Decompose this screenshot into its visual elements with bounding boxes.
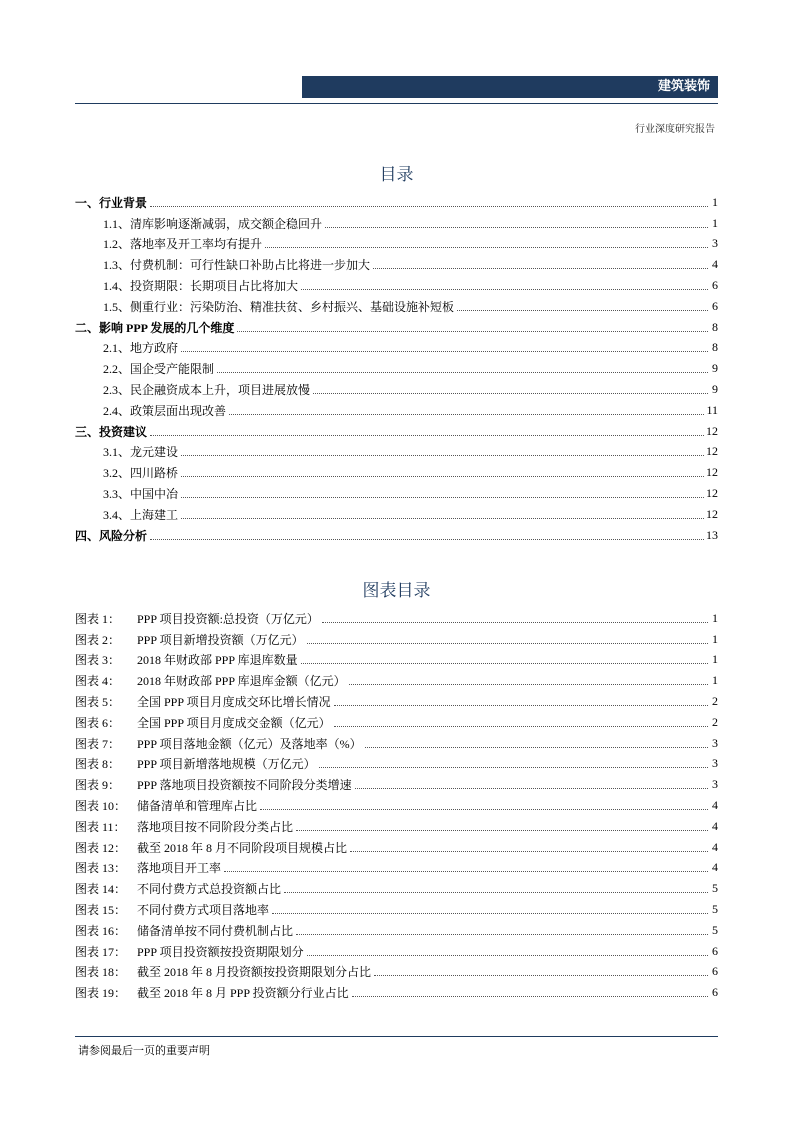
dot-leader: [217, 372, 708, 373]
figure-entry-label: [75, 631, 305, 648]
dot-leader: [334, 705, 708, 706]
toc-entry-page: 9: [712, 361, 718, 376]
figure-entry-label: [75, 714, 332, 731]
toc-entry-page: 11: [706, 402, 718, 417]
toc-section-entry[interactable]: [75, 254, 718, 275]
figure-entry-label: [75, 755, 317, 772]
figure-number: 图表 1：: [75, 611, 121, 626]
toc-chapter-entry[interactable]: [75, 192, 718, 213]
figure-entry[interactable]: [75, 920, 718, 941]
dot-leader: [350, 851, 708, 852]
figures-list: [75, 608, 718, 1003]
figures-title: 图表目录: [362, 581, 431, 601]
toc-chapter-entry[interactable]: [75, 525, 718, 546]
figure-caption: 落地项目开工率: [137, 861, 222, 876]
figure-entry-page: 5: [712, 922, 718, 937]
toc-entry-label: 3.4、上海建工: [103, 507, 179, 522]
figure-entry[interactable]: [75, 650, 718, 671]
figure-entry[interactable]: [75, 858, 718, 879]
figure-entry-label: [75, 901, 270, 918]
dot-leader: [237, 331, 708, 332]
figure-entry-label: [75, 859, 222, 876]
toc-entry-label: 3.3、中国中冶: [103, 487, 179, 502]
figure-entry-label: [75, 839, 348, 856]
toc-entry-label: 3.1、龙元建设: [103, 445, 179, 460]
figure-entry-label: [75, 610, 320, 627]
dot-leader: [352, 996, 708, 997]
figure-entry-page: 3: [712, 735, 718, 750]
toc-entry-label: 1.4、投资期限：长期项目占比将加大: [103, 279, 299, 294]
dot-leader: [229, 414, 704, 415]
figure-caption: 截至 2018 年 8 月不同阶段项目规模占比: [137, 840, 348, 855]
dot-leader: [301, 289, 708, 290]
toc-chapter-entry[interactable]: [75, 421, 718, 442]
dot-leader: [150, 435, 704, 436]
figure-number: 图表 3：: [75, 653, 121, 668]
toc-entry-label: 1.5、侧重行业：污染防治、精准扶贫、乡村振兴、基础设施补短板: [103, 299, 455, 314]
figure-entry[interactable]: [75, 691, 718, 712]
figure-entry-label: [75, 672, 347, 689]
header-divider: [75, 103, 718, 104]
toc-entry-label: 1.3、付费机制：可行性缺口补助占比将进一步加大: [103, 258, 371, 273]
figure-entry[interactable]: [75, 837, 718, 858]
toc-entry-label: 2.1、地方政府: [103, 341, 179, 356]
figure-entry-label: [75, 943, 305, 960]
figure-caption: PPP 项目落地金额（亿元）及落地率（%）: [137, 736, 362, 751]
figure-entry-label: [75, 693, 332, 710]
figure-entry[interactable]: [75, 712, 718, 733]
figure-caption: 2018 年财政部 PPP 库退库金额（亿元）: [137, 674, 346, 689]
toc-entry-page: 12: [706, 465, 718, 480]
dot-leader: [296, 934, 708, 935]
figure-entry-page: 4: [712, 818, 718, 833]
figure-entry-label: [75, 963, 372, 980]
figure-entry-label: [75, 880, 282, 897]
figure-entry[interactable]: [75, 962, 718, 983]
toc-section-entry[interactable]: [75, 213, 718, 234]
figure-entry-page: 5: [712, 881, 718, 896]
figure-entry[interactable]: [75, 795, 718, 816]
toc-entry-page: 12: [706, 423, 718, 438]
header-category-bar: [302, 76, 718, 98]
figure-entry[interactable]: [75, 941, 718, 962]
figure-entry-page: 4: [712, 860, 718, 875]
toc-section-entry[interactable]: [75, 338, 718, 359]
figure-entry-page: 6: [712, 943, 718, 958]
toc-section-entry[interactable]: [75, 400, 718, 421]
figure-caption: 全国 PPP 项目月度成交金额（亿元）: [137, 715, 331, 730]
toc-entry-label: 二、影响 PPP 发展的几个维度: [75, 320, 235, 335]
dot-leader: [224, 871, 708, 872]
figure-number: 图表 15：: [75, 903, 127, 918]
dot-leader: [150, 206, 708, 207]
figure-caption: PPP 项目新增落地规模（万亿元）: [137, 757, 316, 772]
figure-number: 图表 16：: [75, 923, 127, 938]
figure-entry[interactable]: [75, 899, 718, 920]
toc-entry-page: 9: [712, 382, 718, 397]
toc-entry-page: 12: [706, 444, 718, 459]
toc-chapter-entry[interactable]: [75, 317, 718, 338]
toc-entry-label: 3.2、四川路桥: [103, 466, 179, 481]
figure-entry[interactable]: [75, 878, 718, 899]
toc-entry-page: 4: [712, 257, 718, 272]
toc-section-entry[interactable]: [75, 234, 718, 255]
figure-entry-label: [75, 735, 363, 752]
figure-entry[interactable]: [75, 608, 718, 629]
dot-leader: [374, 975, 708, 976]
figure-entry[interactable]: [75, 733, 718, 754]
toc-entry-page: 1: [712, 194, 718, 209]
dot-leader: [284, 892, 708, 893]
dot-leader: [181, 351, 708, 352]
figure-number: 图表 2：: [75, 632, 121, 647]
figure-caption: 2018 年财政部 PPP 库退库数量: [137, 653, 298, 668]
dot-leader: [313, 393, 708, 394]
figure-caption: 不同付费方式项目落地率: [137, 903, 270, 918]
figure-caption: PPP 项目投资额按投资期限划分: [137, 944, 304, 959]
dot-leader: [181, 497, 704, 498]
dot-leader: [260, 809, 708, 810]
dot-leader: [307, 643, 708, 644]
figure-entry-page: 2: [712, 694, 718, 709]
dot-leader: [181, 476, 704, 477]
figure-entry[interactable]: [75, 670, 718, 691]
figure-entry-label: [75, 984, 350, 1001]
figure-entry[interactable]: [75, 754, 718, 775]
figure-entry-page: 1: [712, 673, 718, 688]
figure-entry-label: [75, 818, 294, 835]
toc-section-entry[interactable]: [75, 462, 718, 483]
toc-title: 目录: [379, 165, 414, 185]
figure-entry-page: 2: [712, 714, 718, 729]
dot-leader: [334, 726, 708, 727]
figure-number: 图表 10：: [75, 799, 127, 814]
toc-entry-label: 1.1、清库影响逐渐减弱，成交额企稳回升: [103, 216, 323, 231]
figure-entry-page: 1: [712, 631, 718, 646]
dot-leader: [181, 518, 704, 519]
dot-leader: [150, 539, 704, 540]
dot-leader: [307, 955, 708, 956]
toc-section-entry[interactable]: [75, 275, 718, 296]
figure-caption: 落地项目按不同阶段分类占比: [137, 819, 294, 834]
dot-leader: [272, 913, 708, 914]
figure-number: 图表 12：: [75, 840, 127, 855]
toc-entry-label: 一、行业背景: [75, 195, 148, 210]
toc-entry-label: 2.3、民企融资成本上升，项目进展放慢: [103, 383, 311, 398]
figure-entry-page: 3: [712, 777, 718, 792]
figure-entry-label: [75, 651, 299, 668]
toc-entry-page: 1: [712, 215, 718, 230]
toc-entry-page: 6: [712, 278, 718, 293]
header-category: 建筑装饰: [657, 79, 710, 94]
figure-caption: 截至 2018 年 8 月投资额按投资期限划分占比: [137, 965, 372, 980]
toc-entry-page: 8: [712, 340, 718, 355]
figure-caption: 储备清单按不同付费机制占比: [137, 923, 294, 938]
figure-entry-page: 5: [712, 902, 718, 917]
toc-section-entry[interactable]: [75, 379, 718, 400]
figure-caption: 不同付费方式总投资额占比: [137, 882, 282, 897]
figure-entry-page: 1: [712, 610, 718, 625]
figure-caption: 储备清单和管理库占比: [137, 799, 258, 814]
report-type: 行业深度研究报告: [635, 124, 715, 135]
figure-entry-page: 6: [712, 985, 718, 1000]
figure-number: 图表 19：: [75, 986, 127, 1001]
toc-entry-page: 12: [706, 486, 718, 501]
dot-leader: [301, 663, 708, 664]
toc-entry-label: 2.2、国企受产能限制: [103, 362, 215, 377]
toc-entry-label: 2.4、政策层面出现改善: [103, 403, 227, 418]
footer-divider: [75, 1036, 718, 1037]
figure-entry-label: [75, 797, 258, 814]
figure-entry[interactable]: [75, 774, 718, 795]
figure-number: 图表 7：: [75, 736, 121, 751]
dot-leader: [325, 227, 708, 228]
toc-entry-label: 四、风险分析: [75, 528, 148, 543]
figure-entry-page: 4: [712, 798, 718, 813]
figure-number: 图表 14：: [75, 882, 127, 897]
toc-entry-page: 12: [706, 506, 718, 521]
footer-disclaimer: 请参阅最后一页的重要声明: [78, 1044, 210, 1057]
figure-number: 图表 6：: [75, 715, 121, 730]
figure-number: 图表 11：: [75, 819, 126, 834]
toc-section-entry[interactable]: [75, 358, 718, 379]
toc-section-entry[interactable]: [75, 504, 718, 525]
figure-entry-page: 1: [712, 652, 718, 667]
dot-leader: [373, 268, 708, 269]
figure-entry-page: 3: [712, 756, 718, 771]
figure-caption: 截至 2018 年 8 月 PPP 投资额分行业占比: [137, 986, 349, 1001]
figure-entry[interactable]: [75, 816, 718, 837]
figure-entry[interactable]: [75, 982, 718, 1003]
figure-caption: PPP 项目投资额:总投资（万亿元）: [137, 611, 319, 626]
figure-entry-label: [75, 922, 294, 939]
figure-number: 图表 13：: [75, 861, 127, 876]
figure-number: 图表 4：: [75, 674, 121, 689]
toc-section-entry[interactable]: [75, 442, 718, 463]
toc-entry-page: 3: [712, 236, 718, 251]
figure-number: 图表 9：: [75, 778, 121, 793]
toc-entry-page: 13: [706, 527, 718, 542]
figure-number: 图表 18：: [75, 965, 127, 980]
dot-leader: [355, 788, 708, 789]
toc-entry-page: 6: [712, 298, 718, 313]
toc-entry-label: 三、投资建议: [75, 424, 148, 439]
dot-leader: [322, 622, 708, 623]
figure-number: 图表 5：: [75, 695, 121, 710]
figure-caption: PPP 落地项目投资额按不同阶段分类增速: [137, 778, 352, 793]
toc-list: [75, 192, 718, 546]
dot-leader: [181, 455, 704, 456]
dot-leader: [365, 747, 708, 748]
toc-section-entry[interactable]: [75, 296, 718, 317]
figure-caption: PPP 项目新增投资额（万亿元）: [137, 632, 304, 647]
figure-entry-page: 6: [712, 964, 718, 979]
figure-caption: 全国 PPP 项目月度成交环比增长情况: [137, 695, 331, 710]
figure-entry-label: [75, 776, 353, 793]
figure-number: 图表 8：: [75, 757, 121, 772]
figure-number: 图表 17：: [75, 944, 127, 959]
dot-leader: [265, 247, 708, 248]
toc-entry-page: 8: [712, 319, 718, 334]
dot-leader: [349, 684, 708, 685]
toc-section-entry[interactable]: [75, 483, 718, 504]
dot-leader: [457, 310, 708, 311]
toc-entry-label: 1.2、落地率及开工率均有提升: [103, 237, 263, 252]
dot-leader: [296, 830, 708, 831]
figure-entry-page: 4: [712, 839, 718, 854]
figure-entry[interactable]: [75, 629, 718, 650]
dot-leader: [319, 767, 708, 768]
